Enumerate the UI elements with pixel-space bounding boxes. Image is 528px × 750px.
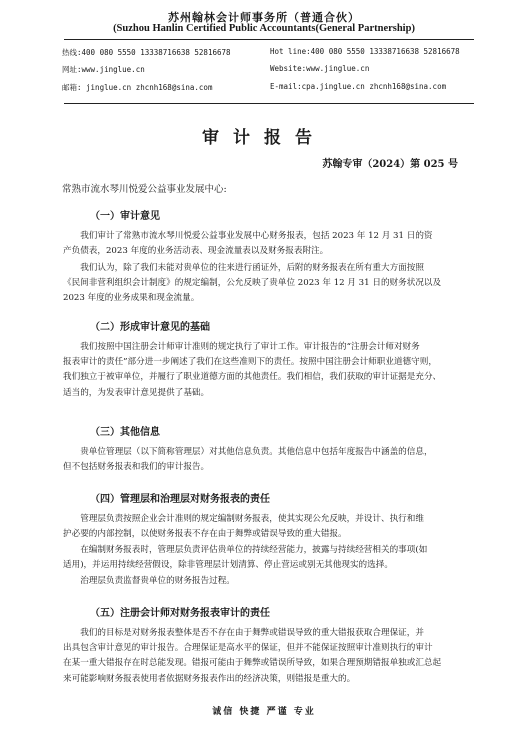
text-line: 出具包含审计意见的审计报告。合理保证是高水平的保证，但并不能保证按照审计准则执行的审计 <box>63 643 433 654</box>
email-cn: 邮箱: jinglue.cn zhcnh168@sina.com <box>62 83 213 92</box>
paragraph <box>63 512 467 542</box>
hotline-cn: 热线:400 080 5550 13338716638 52816678 <box>62 48 231 57</box>
text-line: 我们独立于被审单位，并履行了职业道德方面的其他责任。我们相信，我们获取的审计证据是充分、 <box>63 372 442 383</box>
text-line: 在编制财务报表时，管理层负责评估贵单位的持续经营能力，披露与持续经营相关的事项(如 <box>80 545 428 555</box>
paragraph <box>63 445 467 475</box>
hotline-en: Hot line:400 080 5550 13338716638 52816678 <box>270 47 460 56</box>
text-line: 护必要的内部控制，以使财务报表不存在由于舞弊或错误导致的重大错报。 <box>63 529 347 540</box>
text-line: 管理层负责按照企业会计准则的规定编制财务报表，使其实现公允反映，并设计、执行和维 <box>80 514 424 524</box>
firm-name-en: (Suzhou Hanlin Certified Public Accountants(General Partnership) <box>113 23 415 34</box>
section-title-basis: （二）形成审计意见的基础 <box>90 322 210 333</box>
paragraph <box>63 543 467 573</box>
text-line: 产负债表，2023 年度的业务活动表、现金流量表以及财务报表附注。 <box>63 246 329 257</box>
header-rule-bottom <box>64 103 474 104</box>
firm-name-cn: 苏州翰林会计师事务所（普通合伙） <box>168 11 360 24</box>
text-line: 我们按照中国注册会计师审计准则的规定执行了审计工作。审计报告的“注册会计师对财务 <box>80 342 420 352</box>
text-line: 报表审计的责任”部分进一步阐述了我们在这些准则下的责任。按照中国注册会计师职业道德守则， <box>63 357 437 368</box>
text-line: 来可能影响财务报表使用者依据财务报表作出的经济决策，则错报是重大的。 <box>63 673 356 684</box>
text-line: 我们认为，除了我们未能对贵单位的往来进行函证外，后附的财务报表在所有重大方面按照 <box>80 263 424 273</box>
text-line: 适当的，为发表审计意见提供了基础。 <box>63 387 210 398</box>
text-line: 我们的目标是对财务报表整体是否不存在由于舞弊或错误导致的重大错报获取合理保证，并 <box>80 628 424 638</box>
footer-motto: 诚信 快捷 严谨 专业 <box>212 707 316 717</box>
document-number: 苏翰专审（2024）第 025 号 <box>322 159 458 170</box>
text-line: 《民间非营利组织会计制度》的规定编制，公允反映了贵单位 2023 年 12 月 31 日的财务状况以及 <box>63 278 442 289</box>
section-title-audit-opinion: （一）审计意见 <box>90 211 160 222</box>
paragraph <box>63 229 467 259</box>
text-line: 我们审计了常熟市流水琴川悦爱公益事业发展中心财务报表，包括 2023 年 12 月 31 日的资 <box>80 231 433 241</box>
text-line: 2023 年度的业务成果和现金流量。 <box>63 293 200 304</box>
paragraph <box>63 340 467 401</box>
website-en: Website:www.jinglue.cn <box>270 64 370 73</box>
section-title-auditor-responsibility: （五）注册会计师对财务报表审计的责任 <box>90 608 270 619</box>
section-title-management-responsibility: （四）管理层和治理层对财务报表的责任 <box>90 494 270 505</box>
report-title: 审计报告 <box>202 128 326 148</box>
text-line: 但不包括财务报表和我们的审计报告。 <box>63 462 210 473</box>
website-cn: 网址:www.jinglue.cn <box>62 65 145 74</box>
text-line: 贵单位管理层（以下简称管理层）对其他信息负责。其他信息中包括年度报告中涵盖的信息， <box>80 447 433 457</box>
text-line: 在某一重大错报存在时总能发现。错报可能由于舞弊或错误所导致，如果合理预期错报单独或汇总起 <box>63 658 442 669</box>
paragraph <box>63 626 467 687</box>
text-line: 治理层负责监督贵单位的财务报告过程。 <box>80 576 235 586</box>
addressee: 常熟市流水琴川悦爱公益事业发展中心: <box>62 184 227 195</box>
email-en: E-mail:cpa.jinglue.cn zhcnh168@sina.com <box>270 82 447 91</box>
paragraph <box>63 574 467 589</box>
header-rule-top <box>64 39 474 40</box>
section-title-other-info: （三）其他信息 <box>90 427 160 438</box>
text-line: 适用)，并运用持续经营假设，除非管理层计划清算、停止营运或别无其他现实的选择。 <box>63 560 393 571</box>
paragraph <box>63 261 467 307</box>
